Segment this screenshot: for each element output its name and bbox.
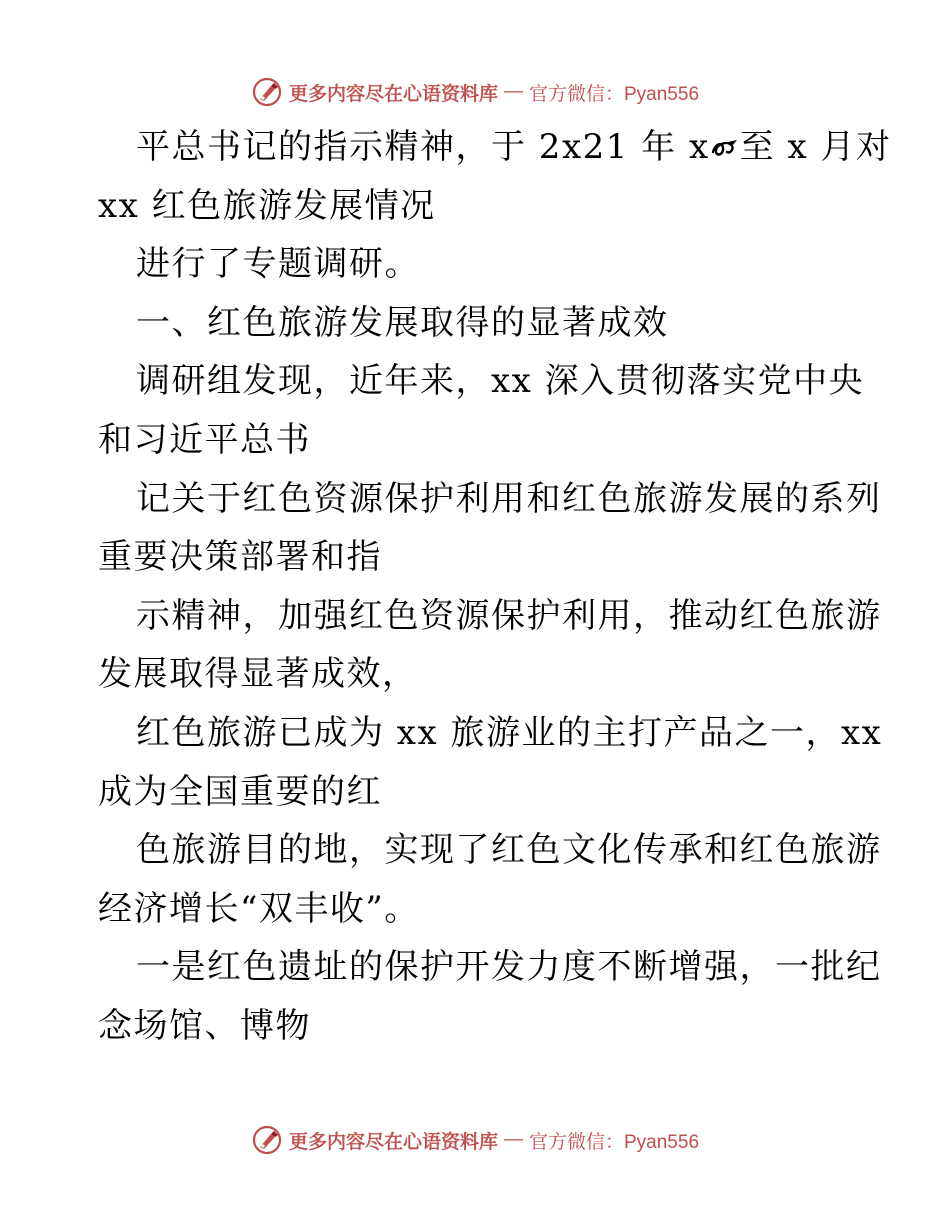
paragraph-line: 经济增长“双丰收”。 xyxy=(98,888,420,929)
banner-dash: — xyxy=(504,81,523,102)
paragraph-line: 和习近平总书 xyxy=(98,419,311,460)
paragraph-line xyxy=(98,118,892,177)
pen-nib-logo-icon xyxy=(251,76,283,108)
banner-dash: — xyxy=(504,1129,523,1150)
line-text-after: 至 x 月对 xyxy=(739,127,892,167)
paragraph-line: 红色旅游已成为 xx 旅游业的主打产品之一，xx xyxy=(136,712,883,753)
pen-nib-logo-icon xyxy=(251,1124,283,1156)
banner-site-text: 更多内容尽在心语资料库 xyxy=(288,1130,498,1153)
banner-site-text: 更多内容尽在心语资料库 xyxy=(288,82,498,105)
paragraph-line: 调研组发现，近年来，xx 深入贯彻落实党中央 xyxy=(136,361,865,402)
paragraph-line: 成为全国重要的红 xyxy=(98,771,382,812)
line-text-before: 平总书记的指示精神，于 2x21 年 x xyxy=(136,127,710,167)
paragraph-line: 进行了专题调研。 xyxy=(136,244,420,285)
footer-banner xyxy=(0,1120,950,1160)
banner-content xyxy=(251,1124,699,1156)
banner-wechat-text: 官方微信：Pyan556 xyxy=(529,1131,700,1153)
banner-content xyxy=(251,76,699,108)
paragraph-line: 记关于红色资源保护利用和红色旅游发展的系列 xyxy=(136,478,882,519)
paragraph-line: 色旅游目的地，实现了红色文化传承和红色旅游 xyxy=(136,830,882,871)
paragraph-line: 发展取得显著成效， xyxy=(98,654,418,695)
paragraph-line: xx 红色旅游发展情况 xyxy=(98,185,436,226)
scribble-glyph-icon xyxy=(710,134,740,162)
paragraph-line: 重要决策部署和指 xyxy=(98,537,382,578)
paragraph-line: 一是红色遗址的保护开发力度不断增强，一批纪 xyxy=(136,947,882,988)
paragraph-line: 示精神，加强红色资源保护利用，推动红色旅游 xyxy=(136,595,882,636)
section-heading: 一、红色旅游发展取得的显著成效 xyxy=(136,302,669,343)
paragraph-line: 念场馆、博物 xyxy=(98,1005,311,1046)
document-body xyxy=(98,118,892,1056)
banner-wechat-text: 官方微信：Pyan556 xyxy=(529,83,700,105)
header-banner xyxy=(0,72,950,112)
